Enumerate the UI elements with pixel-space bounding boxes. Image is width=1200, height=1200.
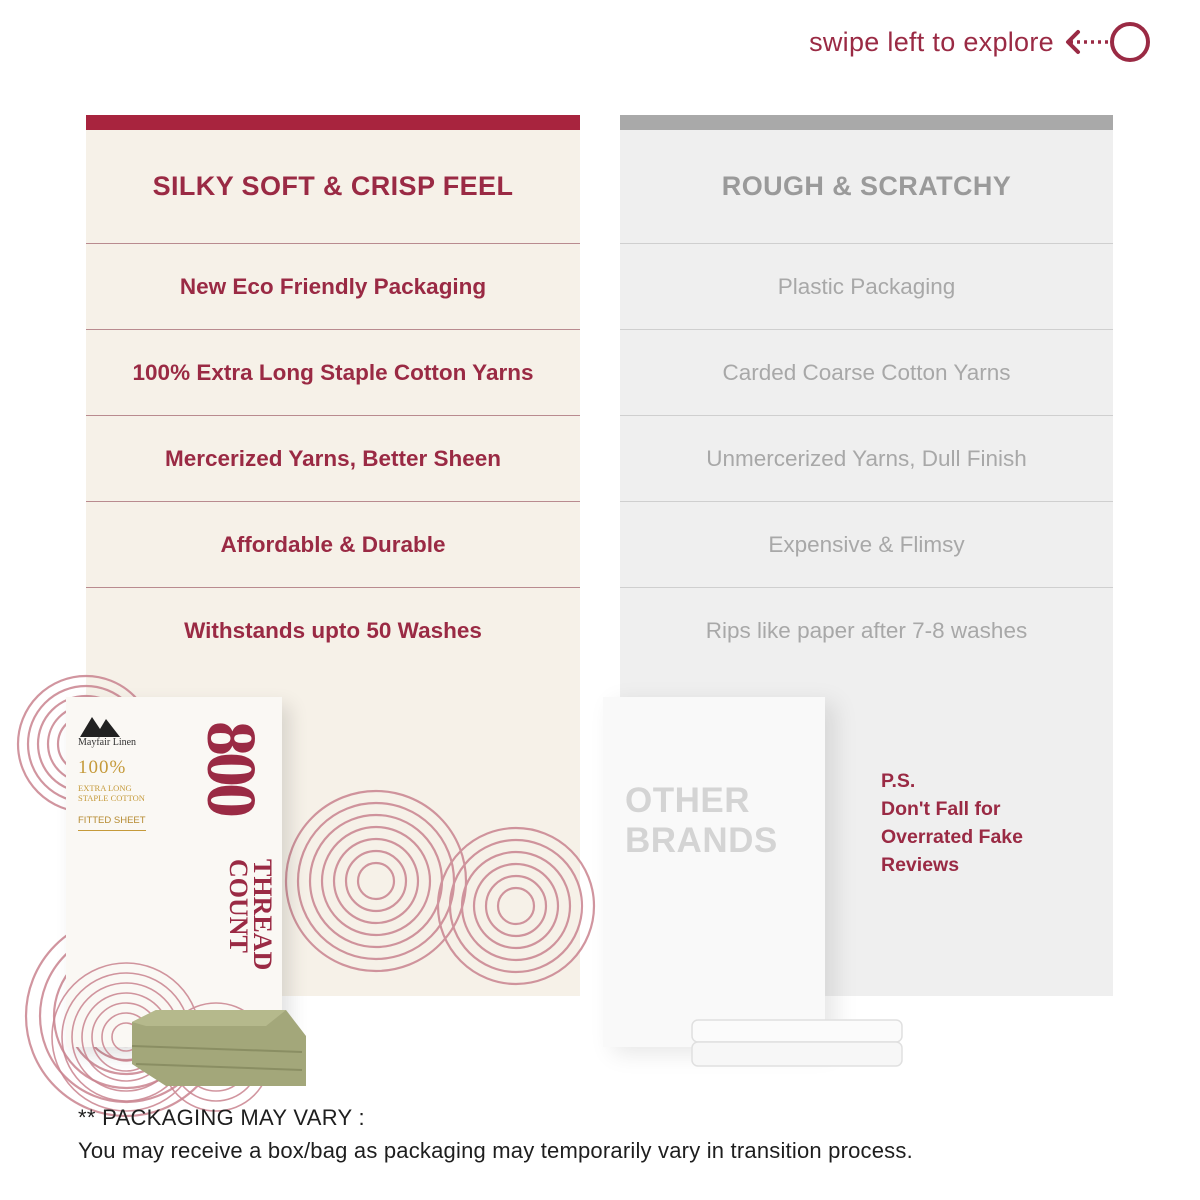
- feature-row: Plastic Packaging: [620, 244, 1113, 330]
- ps-line: Don't Fall for: [881, 798, 1001, 820]
- packaging-note: [78, 1101, 913, 1167]
- packaging-note-title: ** PACKAGING MAY VARY :: [78, 1105, 365, 1130]
- ps-line: Overrated Fake: [881, 826, 1023, 848]
- swipe-arrow-icon: [1064, 20, 1154, 64]
- cotton-type: EXTRA LONG STAPLE COTTON: [78, 783, 145, 803]
- feature-row: 100% Extra Long Staple Cotton Yarns: [86, 330, 580, 416]
- folded-green-sheet: [126, 1006, 312, 1092]
- cotton-percent: 100%: [78, 757, 127, 778]
- thread-count-word-2: COUNT: [224, 859, 253, 953]
- feature-row: Carded Coarse Cotton Yarns: [620, 330, 1113, 416]
- mountain-logo-icon: [80, 711, 120, 737]
- brand-name: Mayfair Linen: [78, 737, 137, 748]
- other-brands-box: [603, 697, 825, 1047]
- other-brands-label: OTHER BRANDS: [625, 781, 778, 860]
- feature-row: Mercerized Yarns, Better Sheen: [86, 416, 580, 502]
- folded-white-sheet: [690, 1016, 906, 1072]
- product-type: FITTED SHEET: [78, 815, 146, 831]
- feature-row: New Eco Friendly Packaging: [86, 244, 580, 330]
- ps-title: P.S.: [881, 770, 916, 792]
- thread-count-word-1: THREAD: [248, 859, 277, 971]
- feature-row: Expensive & Flimsy: [620, 502, 1113, 588]
- feature-row: Withstands upto 50 Washes: [184, 617, 482, 643]
- column-top-bar: [86, 115, 580, 130]
- column-header: ROUGH & SCRATCHY: [620, 130, 1113, 244]
- feature-row: Affordable & Durable: [86, 502, 580, 588]
- swipe-hint: [809, 22, 1154, 62]
- column-header: SILKY SOFT & CRISP FEEL: [86, 130, 580, 244]
- thread-count-number: 800: [192, 721, 269, 814]
- feature-row: Rips like paper after 7-8 washes: [705, 617, 1028, 643]
- product-box: [66, 697, 282, 1047]
- packaging-note-text: You may receive a box/bag as packaging may temporarily vary in transition process.: [78, 1138, 913, 1163]
- ps-line: Reviews: [881, 854, 960, 876]
- ps-note: [881, 767, 1023, 879]
- swipe-hint-text: swipe left to explore: [809, 26, 1054, 57]
- column-top-bar: [620, 115, 1113, 130]
- feature-row: Unmercerized Yarns, Dull Finish: [620, 416, 1113, 502]
